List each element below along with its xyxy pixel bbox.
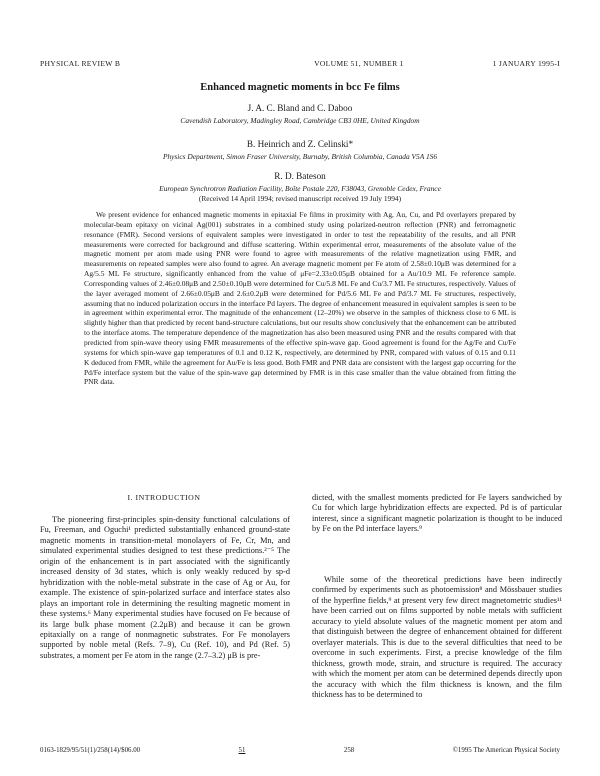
- footer-volume: 51: [238, 747, 246, 754]
- section-heading: I. INTRODUCTION: [127, 493, 201, 502]
- intro-right-column-continued: dicted, with the smallest moments predicted for Fe layers sandwiched by Cu for which large hybridization effects are expected. Pd is of particular interest, since a significant magnetic polarization is thought to be induced by Fe on the Pd interface layers.⁹: [312, 493, 562, 534]
- intro-left-column: The pioneering first-principles spin-density functional calculations of Fu, Freeman, and Oguchi¹ predicted substantially enhanced ground-state magnetic moments in transition-metal monolayers of Fe, Cr, Mn, and simulated experimental studies designed to test these predictions.²⁻⁵ The origin of the enhancement is in part associated with the significantly increased density of 3d states, which is only weakly reduced by sp-d hybridization with the noble-metal substrate in the case of Ag or Au, for example. The existence of spin-polarized surface and interface states also plays an important role in determining the resulting magnetic moment in these systems.⁶ Many experimental studies have focused on Fe because of its large bulk phase moment (2.2μB) and because it can be grown epitaxially on a range of nonmagnetic substrates. For Fe monolayers supported by noble metal (Refs. 7–9), Cu (Ref. 10), and Pd (Ref. 5) substrates, a moment per Fe atom in the range (2.7–3.2) μB is pre-: [40, 515, 290, 660]
- issue-date: 1 JANUARY 1995-I: [492, 59, 560, 68]
- received-dates: (Received 14 April 1994; revised manuscript received 19 July 1994): [198, 194, 402, 203]
- copyright: ©1995 The American Physical Society: [452, 747, 560, 754]
- affiliation-3: European Synchrotron Radiation Facility, Boîte Postale 220, F38043, Grenoble Cedex, France: [159, 184, 441, 193]
- intro-right-column-paragraph: While some of the theoretical predictions have been indirectly confirmed by experiments such as photoemission⁸ and Mössbauer studies of the hyperfine fields,⁹ at present very few direct magnetometric studies¹¹ have been carried out on films supported by noble metals with sufficient accuracy to yield absolute values of the magnetic moment per atom and that distinguish between the degree of enhancement obtained for different overlayer materials. This is due to the several difficulties that need to be overcome in such experiments. First, a precise knowledge of the film thickness, growth mode, strain, and structure is required. The accuracy with which the moment per atom can be determined depends directly upon the accuracy with which the film thickness is known, and the film thickness has to be determined to: [312, 575, 562, 699]
- affiliation-1: Cavendish Laboratory, Madingley Road, Cambridge CB3 0HE, United Kingdom: [180, 116, 420, 125]
- page-footer: [40, 747, 560, 754]
- abstract: We present evidence for enhanced magnetic moments in epitaxial Fe films in proximity with Ag, Au, Cu, and Pd overlayers prepared by molecular-beam epitaxy on vicinal Ag(001) substrates in a combined study using polarized-neutron reflection (PNR) and ferromagnetic resonance (FMR). Second versions of equivalent samples were investigated in order to test the repeatability of the results, and all PNR measurements were corrected for background and diffuse scattering. Within experimental error, measurements of the absolute value of the magnetic moment per atom made using PNR were found to agree with measurements of the relative magnetization using FMR, and measurements on repeated samples were also found to agree. An average magnetic moment per Fe atom of 2.58±0.10μB was determined for a Ag/5.5 ML Fe structure, significantly enhanced from the value of μFe=2.33±0.05μB obtained for a Au/10.9 ML Fe reference sample. Corresponding values of 2.46±0.08μB and 2.50±0.10μB were determined for Cu/5.8 ML Fe and Cu/3.7 ML Fe structures, respectively. Values of the layer averaged moment of 2.66±0.05μB and 2.6±0.2μB were determined for Pd/5.6 ML Fe and Pd/3.7 ML Fe structures, respectively, assuming that no induced polarization occurs in the interface Pd layers. The degree of enhancement measured in equivalent samples is seen to be in agreement within experimental error. The magnitude of the enhancement (12–20%) we observe in the samples of thickness close to 6 ML is slightly higher than that predicted by recent band-structure calculations, but our results show conclusively that the enhancement can be attributed to the interface atoms. The temperature dependence of the magnetization has also been measured using PNR and the results compared with that predicted from spin-wave theory using FMR measurements of the effective spin-wave gap. Good agreement is found for the Ag/Fe and Cu/Fe systems for which spin-wave gap temperatures of 0.1 and 0.12 K, respectively, are determined by PNR, compared with values of 0.15 and 0.11 K deduced from FMR, while the agreement for Au/Fe is less good. Both FMR and PNR data are consistent with the largest gap occurring for the Pd/Fe interface system but the value of the spin-wave gap determined by FMR is in this case smaller than the value obtained from fitting the PNR data.: [84, 210, 516, 387]
- journal-name: PHYSICAL REVIEW B: [40, 59, 121, 68]
- page-number: 258: [343, 747, 355, 754]
- paper-title: Enhanced magnetic moments in bcc Fe films: [200, 82, 400, 93]
- author-group-2: B. Heinrich and Z. Celinski*: [246, 139, 354, 149]
- running-header: [40, 59, 560, 68]
- article-code: 0163-1829/95/51(1)/258(14)/$06.00: [40, 747, 141, 754]
- volume-number: VOLUME 51, NUMBER 1: [314, 59, 404, 68]
- affiliation-2: Physics Department, Simon Fraser University, Burnaby, British Columbia, Canada V5A 1S6: [162, 152, 438, 161]
- author-group-1: J. A. C. Bland and C. Daboo: [247, 103, 353, 113]
- author-group-3: R. D. Bateson: [274, 171, 326, 181]
